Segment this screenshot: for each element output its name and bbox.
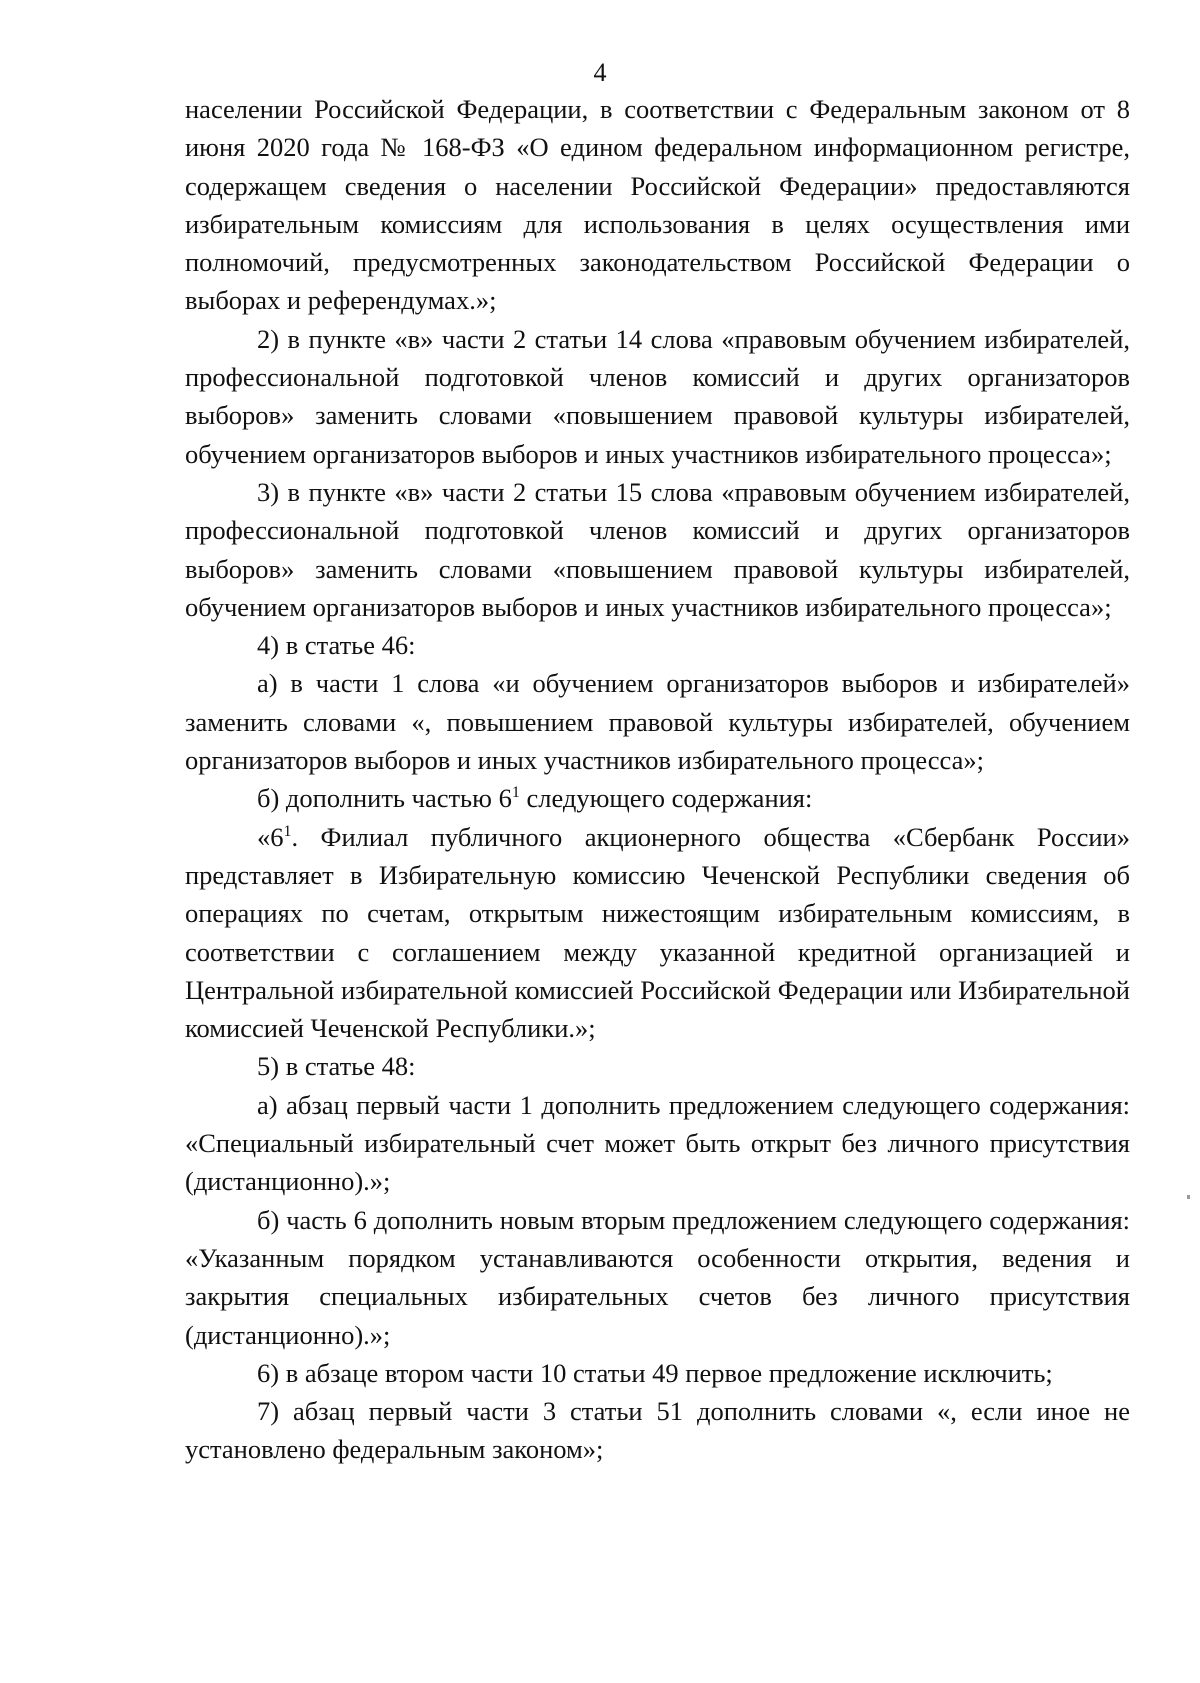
paragraph-part-6-1	[185, 818, 1130, 1048]
paragraph-item-5b: б) часть 6 дополнить новым вторым предложением следующего содержания: «Указанным порядком устанавливаются особенности открытия, ведения и закрытия специальных избирательных счетов без личного присутствия (дистанционно).»;	[185, 1204, 1130, 1350]
paragraph-item-4: 4) в статье 46:	[257, 630, 416, 661]
text-segment: следующего содержания:	[519, 783, 813, 814]
scan-speck	[1187, 1195, 1190, 1199]
paragraph-item-4b	[185, 779, 1130, 817]
paragraph-item-7: 7) абзац первый части 3 статьи 51 дополнить словами «, если иное не установлено федеральным законом»;	[185, 1396, 1130, 1465]
text-segment: . Филиал публичного акционерного общества «Сбербанк России» представляет в Избирательную комиссию Чеченской Республики сведения об операциях по счетам, открытым нижестоящим избирательным комиссиям, в соответствии с соглашением между указанной кредитной организацией и Центральной избирательной комиссией Российской Федерации или Избирательной комиссией Чеченской Республики.»;	[185, 821, 1130, 1044]
page-number: 4	[593, 58, 607, 87]
paragraph-item-3: 3) в пункте «в» части 2 статьи 15 слова «правовым обучением избирателей, профессиональной подготовкой членов комиссий и других организаторов выборов» заменить словами «повышением правовой культуры избирателей, обучением организаторов выборов и иных участников избирательного процесса»;	[185, 476, 1130, 622]
paragraph-continuation: населении Российской Федерации, в соответствии с Федеральным законом от 8 июня 2020 года № 168-ФЗ «О едином федеральном информационном регистре, содержащем сведения о населении Российской Федерации» предоставляются избирательным комиссиям для использования в целях осуществления ими полномочий, предусмотренных законодательством Российской Федерации о выборах и референдумах.»;	[185, 94, 1130, 316]
superscript: 1	[511, 784, 520, 802]
paragraph-item-4a: а) в части 1 слова «и обучением организаторов выборов и избирателей» заменить словами «, повышением правовой культуры избирателей, обучением организаторов выборов и иных участников избирательного процесса»;	[185, 668, 1130, 776]
superscript: 1	[283, 822, 292, 840]
document-body	[185, 90, 1130, 1469]
text-segment: б) дополнить частью 6	[257, 783, 512, 814]
paragraph-item-2: 2) в пункте «в» части 2 статьи 14 слова «правовым обучением избирателей, профессиональной подготовкой членов комиссий и других организаторов выборов» заменить словами «повышением правовой культуры избирателей, обучением организаторов выборов и иных участников избирательного процесса»;	[185, 323, 1130, 469]
text-segment: «6	[257, 821, 284, 852]
paragraph-item-5a: а) абзац первый части 1 дополнить предложением следующего содержания: «Специальный избирательный счет может быть открыт без личного присутствия (дистанционно).»;	[185, 1089, 1130, 1197]
paragraph-item-5: 5) в статье 48:	[257, 1051, 416, 1082]
paragraph-item-6: 6) в абзаце втором части 10 статьи 49 первое предложение исключить;	[257, 1357, 1053, 1388]
